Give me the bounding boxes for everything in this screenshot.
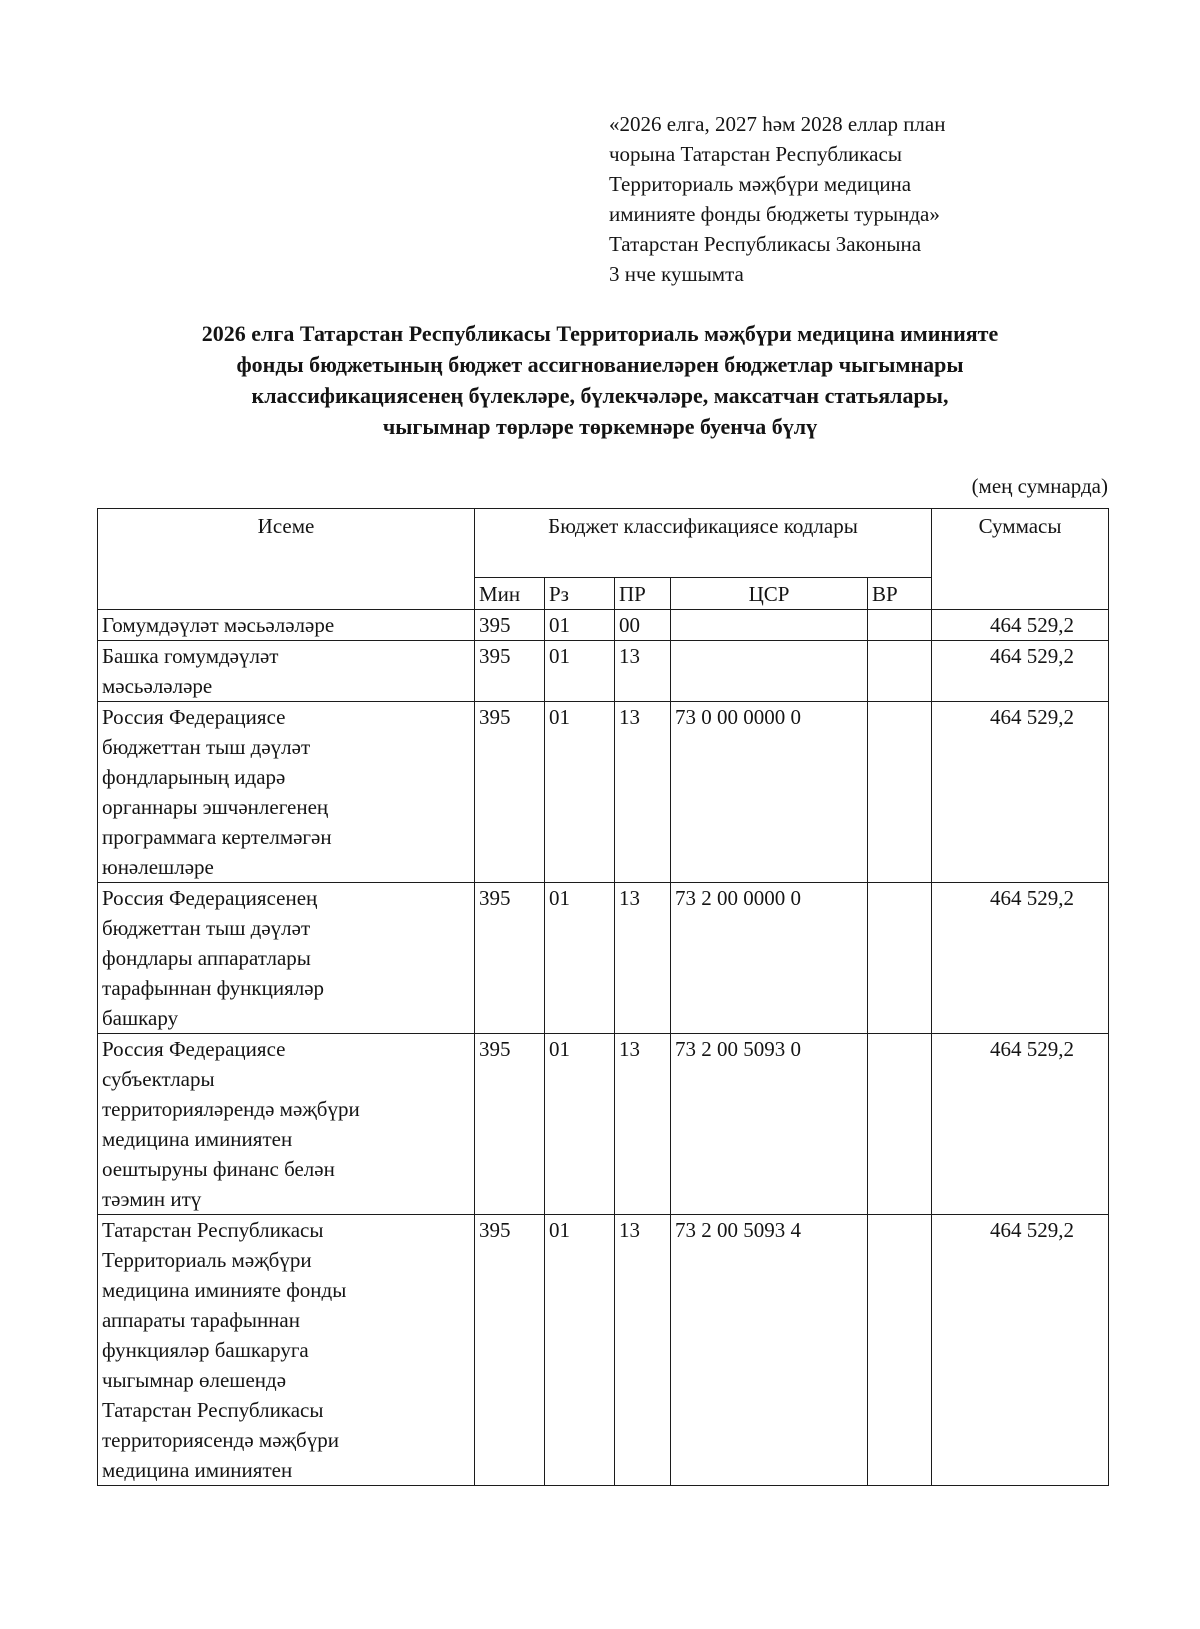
cell-name-line: Россия Федерациясе xyxy=(102,705,286,729)
cell-name-line: Россия Федерациясе xyxy=(102,1037,286,1061)
cell-min: 395 xyxy=(475,610,545,641)
cell-rz: 01 xyxy=(545,1034,615,1215)
cell-rz: 01 xyxy=(545,883,615,1034)
table-header-row xyxy=(98,509,1109,578)
annex-line: Территориаль мәҗбүри медицина xyxy=(609,172,912,196)
cell-min: 395 xyxy=(475,883,545,1034)
cell-name-line: медицина иминиятен xyxy=(102,1127,293,1151)
cell-pr: 00 xyxy=(615,610,671,641)
cell-rz: 01 xyxy=(545,610,615,641)
cell-sum: 464 529,2 xyxy=(932,883,1109,1034)
cell-csr xyxy=(671,641,868,702)
cell-rz: 01 xyxy=(545,1215,615,1486)
cell-csr xyxy=(671,610,868,641)
cell-name-line: фондлары аппаратлары xyxy=(102,946,311,970)
header-name: Исеме xyxy=(98,509,475,610)
cell-name-line: функцияләр башкаруга xyxy=(102,1338,309,1362)
title-line: 2026 елга Татарстан Республикасы Территориаль мәҗбүри медицина иминияте xyxy=(201,321,999,346)
cell-name-line: медицина иминияте фонды xyxy=(102,1278,347,1302)
cell-pr: 13 xyxy=(615,641,671,702)
cell-sum: 464 529,2 xyxy=(932,702,1109,883)
cell-csr: 73 2 00 5093 4 xyxy=(671,1215,868,1486)
header-codes: Бюджет классификациясе кодлары xyxy=(475,509,932,578)
document-title xyxy=(60,318,1140,442)
cell-name-line: тәэмин итү xyxy=(102,1187,202,1211)
cell-min: 395 xyxy=(475,1034,545,1215)
cell-rz: 01 xyxy=(545,702,615,883)
table-row xyxy=(98,641,1109,702)
cell-pr: 13 xyxy=(615,1215,671,1486)
cell-name xyxy=(98,610,475,641)
cell-pr: 13 xyxy=(615,1034,671,1215)
cell-name-line: территорияләрендә мәҗбүри xyxy=(102,1097,360,1121)
cell-name xyxy=(98,641,475,702)
cell-sum: 464 529,2 xyxy=(932,1034,1109,1215)
annex-line: «2026 елга, 2027 һәм 2028 еллар план xyxy=(609,112,946,136)
cell-name-line: башкару xyxy=(102,1006,179,1030)
cell-vr xyxy=(868,1215,932,1486)
table-row xyxy=(98,883,1109,1034)
cell-name-line: Татарстан Республикасы xyxy=(102,1398,324,1422)
cell-name-line: органнары эшчәнлегенең xyxy=(102,795,329,819)
title-line: чыгымнар төрләре төркемнәре буенча бүлү xyxy=(382,414,818,439)
header-csr: ЦСР xyxy=(671,578,868,610)
cell-csr: 73 2 00 0000 0 xyxy=(671,883,868,1034)
cell-name-line: мәсьәләләре xyxy=(102,674,213,698)
annex-line: чорына Татарстан Республикасы xyxy=(609,142,902,166)
table-row xyxy=(98,1215,1109,1486)
table-row xyxy=(98,1034,1109,1215)
units-note: (мең сумнарда) xyxy=(971,474,1108,498)
cell-min: 395 xyxy=(475,1215,545,1486)
cell-sum: 464 529,2 xyxy=(932,610,1109,641)
title-line: классификациясенең бүлекләре, бүлекчәләре, максатчан статьялары, xyxy=(251,383,949,408)
annex-line: Татарстан Республикасы Законына xyxy=(609,232,922,256)
annex-line: 3 нче кушымта xyxy=(609,262,744,286)
cell-csr: 73 2 00 5093 0 xyxy=(671,1034,868,1215)
cell-name-line: аппараты тарафыннан xyxy=(102,1308,300,1332)
cell-name-line: Россия Федерациясенең xyxy=(102,886,318,910)
cell-vr xyxy=(868,610,932,641)
cell-name-line: Территориаль мәҗбүри xyxy=(102,1248,312,1272)
cell-sum: 464 529,2 xyxy=(932,641,1109,702)
cell-vr xyxy=(868,641,932,702)
annex-line: иминияте фонды бюджеты турында» xyxy=(609,202,940,226)
cell-name-line: субъектлары xyxy=(102,1067,215,1091)
cell-name-line: чыгымнар өлешендә xyxy=(102,1368,287,1392)
title-line: фонды бюджетының бюджет ассигнованиеләрен бюджетлар чыгымнары xyxy=(236,352,964,377)
cell-min: 395 xyxy=(475,702,545,883)
cell-vr xyxy=(868,702,932,883)
cell-name-line: бюджеттан тыш дәүләт xyxy=(102,916,311,940)
annex-note xyxy=(609,109,1129,289)
cell-name-line: Гомумдәүләт мәсьәләләре xyxy=(102,613,335,637)
header-vr: ВР xyxy=(868,578,932,610)
cell-name xyxy=(98,1034,475,1215)
cell-vr xyxy=(868,883,932,1034)
cell-name-line: бюджеттан тыш дәүләт xyxy=(102,735,311,759)
cell-sum: 464 529,2 xyxy=(932,1215,1109,1486)
cell-pr: 13 xyxy=(615,883,671,1034)
cell-name-line: Башка гомумдәүләт xyxy=(102,644,279,668)
cell-csr: 73 0 00 0000 0 xyxy=(671,702,868,883)
header-sum: Суммасы xyxy=(932,509,1109,610)
cell-name-line: медицина иминиятен xyxy=(102,1458,293,1482)
table-body xyxy=(98,610,1109,1486)
cell-min: 395 xyxy=(475,641,545,702)
cell-rz: 01 xyxy=(545,641,615,702)
cell-name-line: тарафыннан функцияләр xyxy=(102,976,325,1000)
cell-name-line: программага кертелмәгән xyxy=(102,825,332,849)
table-row xyxy=(98,702,1109,883)
cell-name-line: юнәлешләре xyxy=(102,855,214,879)
header-min: Мин xyxy=(475,578,545,610)
cell-name xyxy=(98,1215,475,1486)
cell-name-line: территориясендә мәҗбүри xyxy=(102,1428,339,1452)
cell-name xyxy=(98,883,475,1034)
table-row xyxy=(98,610,1109,641)
header-rz: Рз xyxy=(545,578,615,610)
cell-vr xyxy=(868,1034,932,1215)
cell-pr: 13 xyxy=(615,702,671,883)
cell-name-line: Татарстан Республикасы xyxy=(102,1218,324,1242)
cell-name-line: оештыруны финанс белән xyxy=(102,1157,335,1181)
header-pr: ПР xyxy=(615,578,671,610)
budget-table xyxy=(97,508,1109,1486)
cell-name-line: фондларының идарә xyxy=(102,765,286,789)
cell-name xyxy=(98,702,475,883)
